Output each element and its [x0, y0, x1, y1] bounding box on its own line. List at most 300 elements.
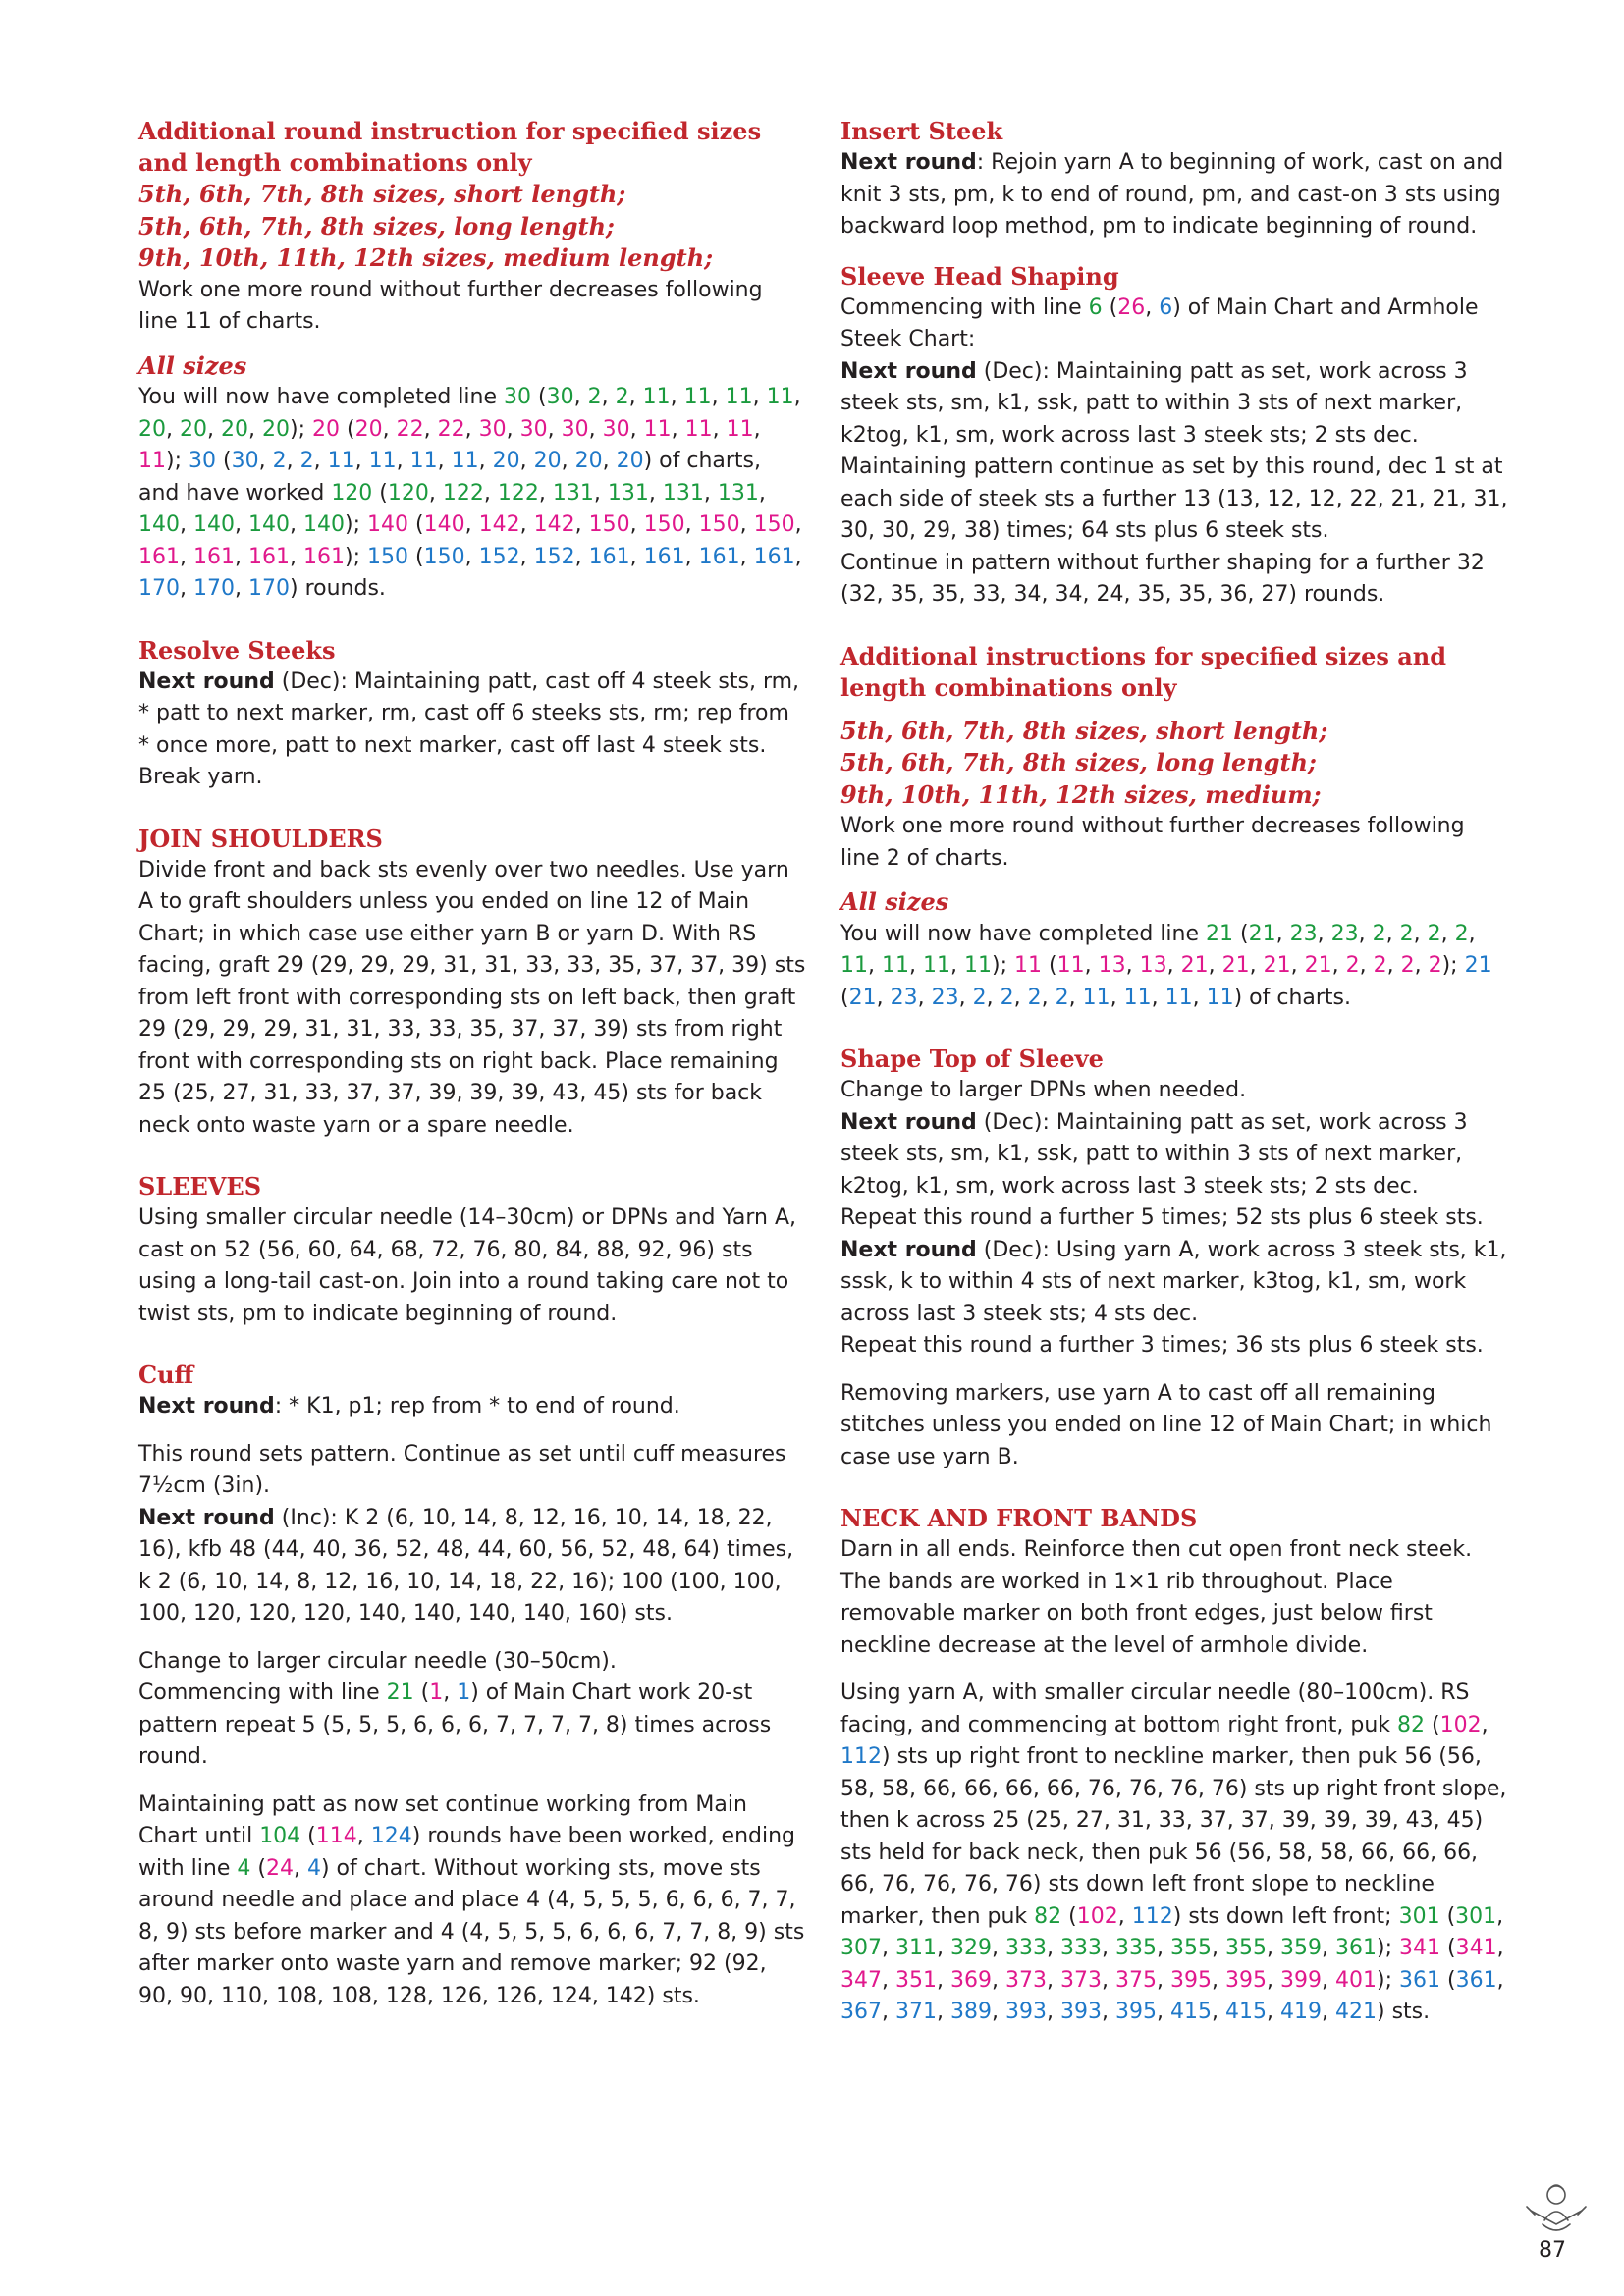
size-number: 311: [895, 1936, 937, 1960]
size-number: 11: [726, 416, 754, 442]
instruction-paragraph: [840, 1330, 1508, 1362]
size-number: 1: [457, 1681, 471, 1705]
size-number: 30: [561, 416, 589, 442]
size-number: 23: [931, 985, 959, 1010]
instruction-text: ,: [1041, 985, 1056, 1010]
instruction-text: Change to larger circular needle (30–50cm).: [138, 1648, 617, 1674]
instruction-text: ,: [629, 544, 644, 569]
size-number: 112: [840, 1744, 882, 1769]
size-number: 104: [259, 1824, 301, 1848]
size-number: 373: [1005, 1967, 1047, 1993]
instruction-text: ,: [593, 480, 608, 506]
size-number: 30: [478, 416, 507, 442]
instruction-text: ,: [286, 449, 300, 473]
instruction-text: ,: [443, 1681, 458, 1705]
instruction-text: ) of Main Chart and Armhole Steek Chart:: [840, 294, 1479, 351]
section-heading: Additional instructions for specified sizes and length combinations only: [840, 641, 1447, 702]
size-number: 11: [1014, 953, 1042, 978]
instruction-text: ,: [290, 544, 303, 569]
size-number: 11: [451, 449, 479, 473]
instruction-text: ,: [588, 416, 603, 442]
instruction-text: ) of charts, and have worked: [138, 449, 761, 506]
size-subheading-line: 9th, 10th, 11th, 12th sizes, medium length;: [138, 243, 714, 272]
size-number: 301: [1398, 1903, 1440, 1929]
instruction-text: ,: [1102, 1936, 1115, 1960]
instruction-text: Work one more round without further decreases following line 11 of charts.: [138, 277, 763, 334]
instruction-text: (Dec): Maintaining patt as set, work across 3 steek sts, sm, k1, ssk, patt to within 3 sts of next marker, k2tog, k1, sm, work across last 3 steek sts; 2 sts dec.: [840, 358, 1468, 448]
size-number: 21: [1464, 953, 1492, 978]
size-number: 4: [306, 1855, 321, 1881]
size-number: 347: [840, 1967, 882, 1993]
size-number: 389: [950, 2000, 992, 2024]
instruction-label: Next round: [840, 150, 977, 175]
instruction-text: Commencing with line: [840, 294, 1089, 320]
instruction-text: ,: [1496, 1967, 1504, 1993]
size-number: 11: [840, 953, 868, 978]
size-number: 11: [684, 416, 713, 442]
size-number: 2: [1372, 921, 1386, 946]
size-number: 415: [1225, 2000, 1267, 2024]
instruction-text: ,: [868, 953, 882, 978]
size-number: 102: [1439, 1712, 1482, 1737]
size-number: 11: [138, 449, 166, 473]
section-heading: SLEEVES: [138, 1172, 262, 1201]
instruction-text: ,: [1496, 1936, 1504, 1960]
instruction-text: ,: [1145, 294, 1160, 320]
instruction-text: ,: [1212, 1967, 1225, 1993]
size-number: 301: [1455, 1903, 1497, 1929]
size-number: 170: [138, 576, 180, 601]
size-number: 150: [588, 512, 630, 537]
instruction-text: ,: [882, 1967, 895, 1993]
instruction-text: ,: [909, 953, 923, 978]
instruction-text: ,: [428, 480, 443, 506]
instruction-text: ,: [758, 480, 766, 506]
size-number: 131: [552, 480, 594, 506]
instruction-text: ) rounds.: [290, 576, 386, 601]
size-number: 419: [1280, 2000, 1322, 2024]
instruction-text: (: [408, 544, 424, 569]
size-number: 13: [1098, 953, 1126, 978]
instruction-text: Repeat this round a further 5 times; 52 sts plus 6 steek sts.: [840, 1205, 1484, 1230]
instruction-text: (: [1425, 1712, 1440, 1737]
instruction-paragraph: [840, 1202, 1508, 1235]
size-number: 24: [265, 1855, 294, 1881]
instruction-paragraph: [840, 811, 1508, 875]
instruction-text: ,: [1084, 953, 1099, 978]
instruction-text: ,: [207, 416, 221, 442]
instruction-text: );: [992, 953, 1014, 978]
instruction-text: ) sts down left front;: [1172, 1903, 1399, 1929]
instruction-text: (Dec): Maintaining patt as set, work across 3 steek sts, sm, k1, ssk, patt to within 3 sts of next marker, k2tog, k1, sm, work across last 3 steek sts; 2 sts dec.: [840, 1109, 1468, 1199]
size-number: 20: [616, 449, 644, 473]
size-number: 161: [248, 544, 290, 569]
instruction-text: ,: [464, 512, 479, 537]
size-number: 2: [1027, 985, 1042, 1010]
size-number: 20: [138, 416, 166, 442]
instruction-text: );: [345, 512, 367, 537]
size-number: 30: [504, 385, 532, 409]
size-number: 369: [950, 1967, 992, 1993]
size-number: 161: [138, 544, 180, 569]
size-number: 355: [1225, 1936, 1267, 1960]
instruction-text: ,: [1192, 985, 1207, 1010]
size-number: 4: [237, 1855, 251, 1881]
size-number: 140: [303, 512, 345, 537]
instruction-text: ,: [1413, 921, 1428, 946]
size-number: 401: [1335, 1967, 1377, 1993]
instruction-paragraph: [840, 452, 1508, 548]
instruction-text: ,: [1385, 921, 1400, 946]
size-number: 161: [588, 544, 630, 569]
size-number: 142: [478, 512, 520, 537]
size-number: 11: [964, 953, 992, 978]
size-number: 13: [1139, 953, 1167, 978]
size-number: 120: [331, 480, 373, 506]
instruction-text: );: [1441, 953, 1465, 978]
size-number: 335: [1115, 1936, 1157, 1960]
instruction-paragraph: [840, 1107, 1508, 1203]
size-number: 30: [546, 385, 574, 409]
size-number: 21: [386, 1681, 414, 1705]
instruction-text: ,: [1047, 1936, 1060, 1960]
section-heading: Resolve Steeks: [138, 635, 336, 665]
instruction-text: ) sts up right front to neckline marker, then puk 56 (56, 58, 58, 66, 66, 66, 66, 76, 76, 76, 76) sts up right front slope, then k across 25 (25, 27, 31, 33, 37, 37, 39, 39, 39, 43, 45) sts held for back neck, then puk 56 (56, 58, 58, 66, 66, 66, 66, 76, 76, 76, 76) sts down left front slope to neckline marker, then puk: [840, 1744, 1507, 1929]
size-number: 11: [766, 385, 794, 409]
size-number: 161: [303, 544, 345, 569]
instruction-text: ,: [1157, 1967, 1170, 1993]
instruction-text: ,: [1267, 2000, 1280, 2024]
size-number: 150: [698, 512, 740, 537]
instruction-text: ,: [258, 449, 273, 473]
instruction-text: ,: [574, 544, 589, 569]
instruction-paragraph: [840, 1534, 1508, 1662]
instruction-text: ,: [684, 512, 699, 537]
size-number: 11: [1164, 985, 1193, 1010]
size-number: 333: [1060, 1936, 1102, 1960]
instruction-text: Continue in pattern without further shaping for a further 32 (32, 35, 35, 33, 34, 34, 24, 35, 35, 36, 27) rounds.: [840, 550, 1485, 607]
instruction-text: ,: [876, 985, 891, 1010]
size-number: 373: [1060, 1967, 1102, 1993]
size-number: 20: [221, 416, 248, 442]
instruction-text: ,: [519, 512, 534, 537]
size-number: 2: [299, 449, 314, 473]
size-number: 161: [753, 544, 795, 569]
size-number: 20: [180, 416, 207, 442]
instruction-text: ,: [684, 544, 699, 569]
instruction-label: Next round: [138, 1505, 275, 1530]
instruction-paragraph: [138, 382, 806, 606]
instruction-text: ,: [882, 1936, 895, 1960]
instruction-text: (: [1233, 921, 1249, 946]
instruction-text: ,: [519, 544, 534, 569]
size-number: 102: [1076, 1903, 1118, 1929]
size-number: 11: [643, 416, 672, 442]
size-number: 122: [442, 480, 484, 506]
instruction-label: Next round: [138, 668, 275, 694]
size-number: 152: [478, 544, 520, 569]
instruction-text: ,: [423, 416, 438, 442]
instruction-text: ,: [794, 544, 802, 569]
instruction-text: ,: [986, 985, 1001, 1010]
instruction-text: (: [216, 449, 232, 473]
instruction-text: ,: [937, 1967, 950, 1993]
instruction-text: ,: [937, 1936, 950, 1960]
size-number: 21: [1206, 921, 1234, 946]
instruction-text: (: [1061, 1903, 1077, 1929]
instruction-text: ,: [1212, 1936, 1225, 1960]
instruction-text: ,: [464, 416, 479, 442]
instruction-text: Maintaining patt as now set continue working from Main Chart until: [138, 1791, 747, 1848]
instruction-text: ,: [1322, 1936, 1335, 1960]
instruction-text: ,: [711, 385, 726, 409]
instruction-text: ,: [573, 385, 588, 409]
instruction-text: ,: [1496, 1903, 1504, 1929]
instruction-paragraph: [138, 667, 806, 794]
instruction-paragraph: [138, 855, 806, 1143]
size-number: 2: [1055, 985, 1069, 1010]
instruction-text: You will now have completed line: [840, 921, 1207, 946]
instruction-text: ,: [882, 2000, 895, 2024]
instruction-paragraph: [840, 1235, 1508, 1331]
instruction-text: ,: [1208, 953, 1222, 978]
instruction-text: ,: [1157, 2000, 1170, 2024]
size-number: 150: [423, 544, 465, 569]
instruction-text: );: [345, 544, 367, 569]
size-number: 11: [882, 953, 909, 978]
size-number: 30: [189, 449, 216, 473]
instruction-text: ,: [1322, 1967, 1335, 1993]
instruction-text: ,: [1267, 1936, 1280, 1960]
instruction-text: (: [408, 512, 424, 537]
section-heading: Sleeve Head Shaping: [840, 261, 1119, 291]
instruction-text: Darn in all ends. Reinforce then cut open front neck steek. The bands are worked in 1×1 rib throughout. Place removable marker on both front edges, just below first neckline decrease at the level of armhole divide.: [840, 1537, 1473, 1658]
instruction-text: ,: [547, 416, 562, 442]
size-number: 395: [1170, 1967, 1212, 1993]
size-number: 11: [1123, 985, 1152, 1010]
instruction-text: (Dec): Using yarn A, work across 3 steek sts, k1, sssk, k to within 4 sts of next marker, k3tog, k1, sm, work across last 3 steek sts; 4 sts dec.: [840, 1237, 1507, 1326]
size-number: 393: [1005, 2000, 1047, 2024]
instruction-text: ,: [793, 385, 801, 409]
size-number: 11: [409, 449, 438, 473]
size-number: 361: [1335, 1936, 1377, 1960]
instruction-text: (: [1440, 1967, 1456, 1993]
instruction-text: ,: [235, 544, 248, 569]
size-subheading-line: 5th, 6th, 7th, 8th sizes, short length;: [840, 716, 1328, 745]
instruction-text: (: [1042, 953, 1057, 978]
size-number: 23: [1330, 921, 1359, 946]
size-subheading: [138, 350, 806, 383]
instruction-text: ,: [248, 416, 262, 442]
instruction-text: );: [290, 416, 312, 442]
size-subheading-line: 5th, 6th, 7th, 8th sizes, long length;: [138, 211, 615, 240]
size-number: 150: [367, 544, 408, 569]
knitter-illustration-icon: [1517, 2177, 1596, 2242]
section-heading: NECK AND FRONT BANDS: [840, 1504, 1198, 1532]
instruction-paragraph: [840, 147, 1508, 243]
instruction-text: ,: [937, 2000, 950, 2024]
instruction-text: Using yarn A, with smaller circular needle (80–100cm). RS facing, and commencing at bottom right front, puk: [840, 1681, 1470, 1737]
instruction-text: ,: [1013, 985, 1028, 1010]
section-heading: Cuff: [138, 1361, 194, 1389]
size-number: 21: [1304, 953, 1332, 978]
size-number: 2: [1427, 921, 1441, 946]
instruction-text: ,: [1414, 953, 1429, 978]
instruction-text: ,: [506, 416, 520, 442]
size-number: 355: [1170, 1936, 1212, 1960]
instruction-text: ,: [1125, 953, 1140, 978]
size-number: 307: [840, 1936, 882, 1960]
size-number: 367: [840, 2000, 882, 2024]
instruction-text: ,: [629, 512, 644, 537]
instruction-text: (: [340, 416, 355, 442]
size-number: 415: [1170, 2000, 1212, 2024]
size-number: 21: [848, 985, 877, 1010]
instruction-text: Work one more round without further decreases following line 2 of charts.: [840, 814, 1465, 871]
instruction-text: ,: [794, 512, 802, 537]
section-heading: Insert Steek: [840, 117, 1003, 145]
size-number: 26: [1117, 294, 1146, 320]
instruction-text: ,: [1151, 985, 1165, 1010]
size-number: 11: [1206, 985, 1234, 1010]
instruction-text: ,: [1481, 1712, 1489, 1737]
size-number: 2: [1399, 921, 1414, 946]
size-number: 131: [607, 480, 649, 506]
size-number: 131: [662, 480, 704, 506]
size-number: 2: [1454, 921, 1469, 946]
instruction-text: ,: [1249, 953, 1264, 978]
size-number: 333: [1005, 1936, 1047, 1960]
instruction-text: ,: [1157, 1936, 1170, 1960]
instruction-text: ,: [1110, 985, 1124, 1010]
size-number: 2: [1000, 985, 1014, 1010]
size-number: 22: [437, 416, 465, 442]
size-number: 421: [1335, 2000, 1377, 2024]
instruction-text: ,: [917, 985, 932, 1010]
size-number: 161: [698, 544, 740, 569]
instruction-text: (: [413, 1681, 430, 1705]
instruction-text: (: [300, 1824, 316, 1848]
size-number: 140: [193, 512, 235, 537]
instruction-text: (: [531, 385, 547, 409]
size-number: 22: [396, 416, 424, 442]
instruction-paragraph: [138, 1678, 806, 1774]
instruction-text: ,: [356, 1824, 371, 1848]
instruction-text: ,: [1317, 921, 1331, 946]
instruction-text: ) of charts.: [1233, 985, 1352, 1010]
size-number: 142: [533, 512, 575, 537]
instruction-text: (: [250, 1855, 266, 1881]
size-number: 395: [1115, 2000, 1157, 2024]
size-number: 23: [1289, 921, 1318, 946]
instruction-paragraph: [840, 356, 1508, 453]
instruction-text: ,: [180, 512, 193, 537]
size-number: 375: [1115, 1967, 1157, 1993]
instruction-paragraph: [138, 1202, 806, 1330]
size-number: 20: [262, 416, 290, 442]
size-number: 82: [1397, 1712, 1426, 1737]
instruction-text: (: [840, 985, 849, 1010]
instruction-text: ,: [464, 544, 479, 569]
instruction-text: ,: [354, 449, 369, 473]
instruction-paragraph: [138, 1391, 806, 1423]
section-heading: Additional round instruction for specified sizes and length combinations only: [138, 117, 762, 177]
size-number: 140: [367, 512, 408, 537]
size-number: 393: [1060, 2000, 1102, 2024]
size-number: 150: [753, 512, 795, 537]
size-number: 131: [717, 480, 759, 506]
size-subheading: [840, 886, 1508, 919]
instruction-text: ,: [235, 512, 248, 537]
instruction-text: ,: [1358, 921, 1373, 946]
instruction-paragraph: [138, 1503, 806, 1630]
instruction-text: ,: [648, 480, 663, 506]
instruction-text: ,: [290, 512, 303, 537]
instruction-label: Next round: [138, 1394, 275, 1418]
size-number: 329: [950, 1936, 992, 1960]
instruction-text: ,: [1386, 953, 1401, 978]
instruction-text: ,: [166, 416, 180, 442]
instruction-text: ,: [1359, 953, 1374, 978]
instruction-text: ,: [1290, 953, 1305, 978]
instruction-text: You will now have completed line: [138, 385, 505, 409]
instruction-text: ,: [382, 416, 397, 442]
instruction-text: Repeat this round a further 3 times; 36 sts plus 6 steek sts.: [840, 1333, 1484, 1358]
size-subheading: [840, 716, 1508, 812]
size-number: 2: [1345, 953, 1360, 978]
instruction-text: ) of Main Chart work 20-st pattern repeat 5 (5, 5, 5, 6, 6, 6, 7, 7, 7, 7, 8) times across round.: [138, 1681, 772, 1769]
section-heading: JOIN SHOULDERS: [138, 824, 383, 853]
size-number: 361: [1399, 1967, 1440, 1993]
size-number: 2: [615, 385, 629, 409]
instruction-text: );: [1377, 1967, 1399, 1993]
instruction-text: ,: [671, 416, 685, 442]
size-number: 20: [354, 416, 383, 442]
instruction-text: ,: [1117, 1903, 1132, 1929]
size-number: 6: [1159, 294, 1173, 320]
instruction-text: ,: [293, 1855, 307, 1881]
size-number: 122: [497, 480, 539, 506]
size-number: 2: [1373, 953, 1387, 978]
size-number: 11: [1056, 953, 1085, 978]
instruction-text: ,: [180, 544, 193, 569]
instruction-text: ,: [602, 449, 617, 473]
instruction-text: Divide front and back sts evenly over two needles. Use yarn A to graft shoulders unless you ended on line 12 of Main Chart; in which case use either yarn B or yarn D. With RS facing, graft 29 (29, 29, 29, 31, 31, 33, 33, 35, 37, 37, 39) sts from left front with corresponding sts on left back, then graft 29 (29, 29, 29, 31, 31, 33, 33, 35, 37, 37, 39) sts from right front with corresponding sts on right back. Place remaining 25 (25, 27, 31, 33, 37, 37, 39, 39, 39, 43, 45) sts for back neck onto waste yarn or a spare needle.: [138, 857, 806, 1138]
size-number: 23: [890, 985, 918, 1010]
instruction-text: ,: [561, 449, 575, 473]
instruction-text: ,: [1102, 1967, 1115, 1993]
instruction-text: ,: [1212, 2000, 1225, 2024]
size-number: 140: [138, 512, 180, 537]
instruction-text: (: [1440, 1936, 1456, 1960]
instruction-text: ,: [1468, 921, 1476, 946]
left-column: [138, 116, 806, 2012]
size-number: 21: [1248, 921, 1276, 946]
instruction-text: ,: [712, 416, 727, 442]
right-column: [840, 116, 1508, 2029]
size-number: 152: [533, 544, 575, 569]
instruction-text: ,: [519, 449, 534, 473]
size-number: 82: [1034, 1903, 1062, 1929]
size-number: 2: [587, 385, 602, 409]
instruction-text: ,: [1275, 921, 1290, 946]
instruction-text: ,: [313, 449, 328, 473]
instruction-text: ,: [739, 512, 754, 537]
size-number: 21: [1263, 953, 1291, 978]
instruction-text: ,: [992, 2000, 1005, 2024]
instruction-text: ,: [1047, 1967, 1060, 1993]
instruction-text: (Dec): Maintaining patt, cast off 4 steek sts, rm, * patt to next marker, rm, cast off 6 steeks sts, rm; rep from * once more, patt to next marker, cast off last 4 steek sts. Break yarn.: [138, 668, 800, 789]
